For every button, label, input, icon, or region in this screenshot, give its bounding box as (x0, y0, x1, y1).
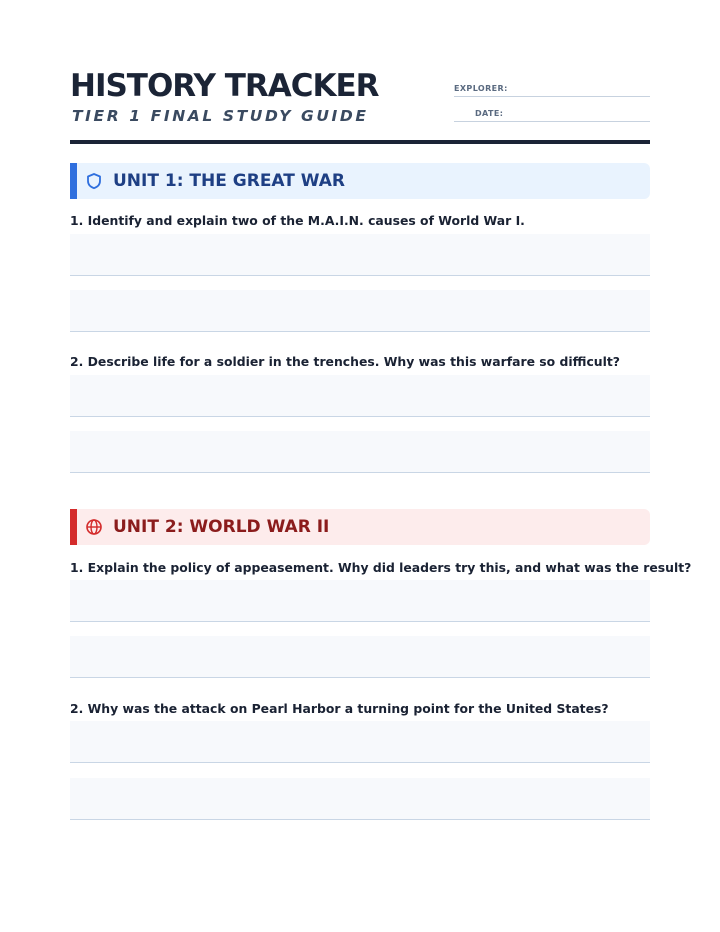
unit-2-question-2-answer-line-2[interactable] (70, 778, 650, 820)
explorer-label: EXPLORER: (454, 84, 508, 93)
unit-1-title: UNIT 1: THE GREAT WAR (113, 171, 346, 191)
date-label: DATE: (475, 109, 504, 118)
unit-1-accent-bar (70, 163, 77, 199)
study-guide-page (70, 66, 692, 716)
date-field[interactable] (454, 107, 650, 122)
page-title: HISTORY TRACKER (70, 68, 379, 104)
unit-2-title: UNIT 2: WORLD WAR II (113, 517, 330, 537)
unit-1-banner (70, 163, 650, 199)
unit-2-question-1-answer-line-2[interactable] (70, 636, 650, 678)
unit-2-question-2: 2. Why was the attack on Pearl Harbor a turning point for the United States? (70, 701, 609, 716)
unit-1-question-2: 2. Describe life for a soldier in the trenches. Why was this warfare so difficult? (70, 354, 620, 369)
unit-2-question-1-answer-line-1[interactable] (70, 580, 650, 622)
unit-2-question-1: 1. Explain the policy of appeasement. Why did leaders try this, and what was the result? (70, 560, 692, 575)
shield-icon (85, 172, 103, 190)
globe-icon (85, 518, 103, 536)
unit-1-question-2-answer-line-2[interactable] (70, 431, 650, 473)
unit-1-question-1-answer-line-2[interactable] (70, 290, 650, 332)
unit-2-banner (70, 509, 650, 545)
explorer-field[interactable] (454, 82, 650, 97)
unit-1-question-1: 1. Identify and explain two of the M.A.I.N. causes of World War I. (70, 213, 525, 228)
unit-1-question-1-answer-line-1[interactable] (70, 234, 650, 276)
page-subtitle: TIER 1 FINAL STUDY GUIDE (72, 107, 369, 125)
page-header (70, 66, 650, 144)
unit-1-question-2-answer-line-1[interactable] (70, 375, 650, 417)
unit-2-accent-bar (70, 509, 77, 545)
unit-2-question-2-answer-line-1[interactable] (70, 721, 650, 763)
